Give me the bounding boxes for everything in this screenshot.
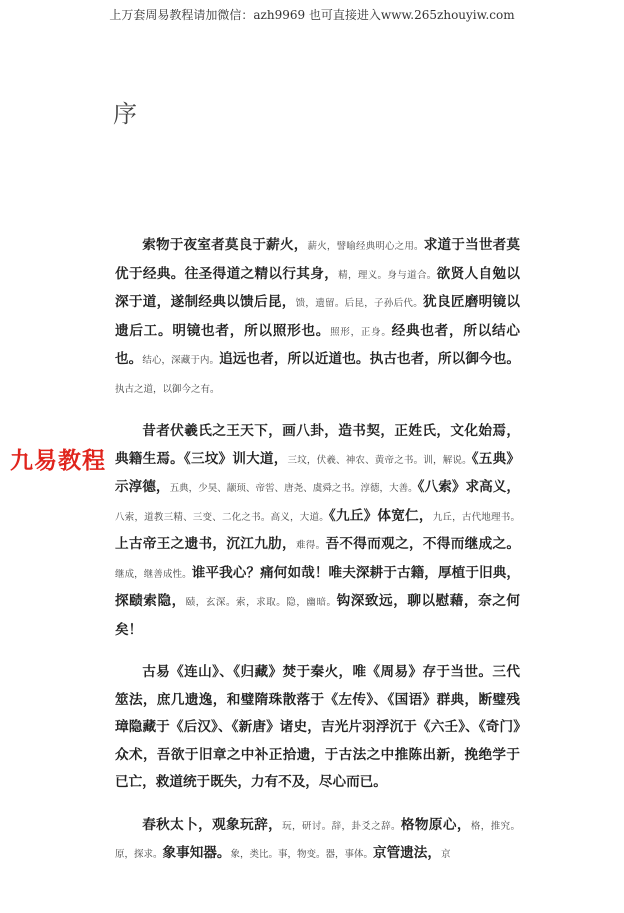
commentary-note: 精，理义。身与道合。	[338, 269, 437, 281]
commentary-note: 难得。	[295, 540, 326, 551]
commentary-note: 九丘，古代地理书。	[432, 511, 520, 523]
commentary-note: 赜，玄深。索，求取。隐，幽暗。	[185, 597, 337, 608]
main-text: 《八索》求高义，	[417, 479, 520, 495]
body-text	[115, 232, 520, 884]
main-text: 追远也者，所以近道也。执古也者，所以御今也。	[219, 351, 521, 367]
main-text: 象事知器。	[162, 845, 231, 861]
paragraph	[115, 418, 520, 644]
main-text: 格物原心，	[400, 816, 471, 833]
main-text: 经典也者，所以结心也。	[115, 322, 520, 367]
main-text: 犹良匠磨明镜以遗后工。明镜也者，所以照形也。	[115, 294, 520, 339]
main-text: 钩深致远，聊以慰藉，奈之何矣！	[115, 593, 520, 638]
main-text: 索物于夜室者莫良于薪火，	[142, 237, 308, 253]
paragraph	[115, 232, 520, 403]
commentary-note: 照形，正身。	[330, 326, 392, 338]
commentary-note: 继成，继善成性。	[115, 568, 192, 580]
main-text: 春秋太卜，观象玩辞，	[142, 816, 283, 833]
watermark-logo: 九易教程	[10, 448, 106, 474]
main-text: 上古帝王之遗书，沉江九肋，	[115, 536, 296, 552]
commentary-note: 象，类比。事，物变。器，事体。	[230, 849, 373, 860]
commentary-note: 薪火，譬喻经典明心之用。	[307, 241, 424, 252]
page-header: 上万套周易教程请加微信：azh9969 也可直接进入www.265zhouyiw.com	[109, 8, 515, 22]
commentary-note: 格，推究。原，探求。	[115, 820, 520, 860]
page-title: 序	[113, 100, 137, 128]
main-text: 《九丘》体宽仁，	[328, 507, 433, 524]
commentary-note: 玩，研讨。辞，卦爻之辞。	[282, 820, 401, 832]
paragraph	[115, 659, 520, 797]
commentary-note: 京	[440, 849, 451, 860]
commentary-note: 五典，少昊、颛顼、帝喾、唐尧、虞舜之书。淳德，大善。	[169, 483, 418, 494]
main-text: 欲贤人自勉以深于道，遂制经典以馈后昆，	[115, 265, 520, 310]
main-text: 《五典》示淳德，	[115, 450, 520, 495]
commentary-note: 馈，遗留。后昆，子孙后代。	[295, 298, 424, 309]
commentary-note: 执古之道，以御今之有。	[115, 383, 220, 395]
main-text: 吾不得而观之，不得而继成之。	[325, 536, 521, 552]
main-text: 求道于当世者莫优于经典。往圣得道之精以行其身，	[115, 237, 521, 282]
commentary-note: 结心，深藏于内。	[142, 355, 220, 366]
commentary-note: 三坟，伏羲、神农、黄帝之书。训，解说。	[287, 454, 472, 466]
main-text: 昔者伏羲氏之王天下，画八卦，造书契，正姓氏，文化始焉，典籍生焉。《三坟》训大道，	[115, 423, 520, 467]
main-text: 古易《连山》、《归藏》焚于秦火，唯《周易》存于当世。三代筮法，庶几遗逸，和璧隋珠散落于《左传》、《国语》群典，断璧残璋隐藏于《后汉》、《新唐》诸史，吉光片羽浮沉于《六壬》、《奇门》众术，吾欲于旧章之中补正拾遗，于古法之中推陈出新，挽绝学于已亡，救道统于既失，力有不及，尽心而已。	[115, 664, 520, 790]
paragraph	[115, 812, 520, 869]
main-text: 谁平我心？痛何如哉！唯夫深耕于古籍，厚植于旧典，探赜索隐，	[115, 564, 520, 609]
main-text: 京管遗法，	[373, 845, 441, 861]
commentary-note: 八索，道教三精、三变、二化之书。高义，大道。	[115, 511, 329, 523]
